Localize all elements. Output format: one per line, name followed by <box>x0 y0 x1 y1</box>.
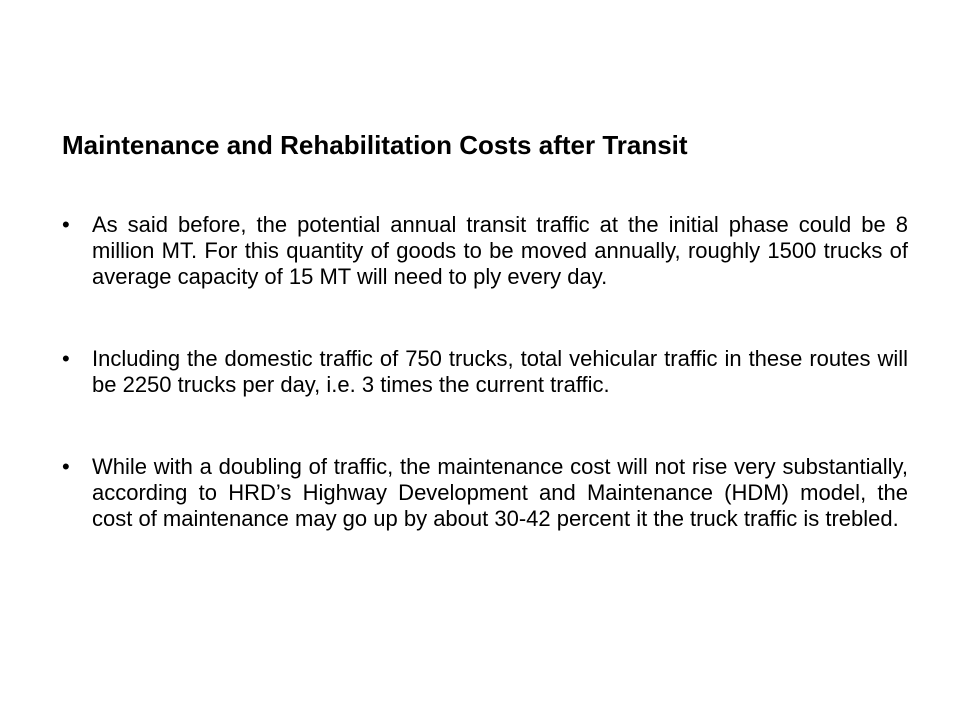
bullet-item <box>62 212 908 290</box>
bullet-text: As said before, the potential annual transit traffic at the initial phase could be 8 million MT. For this quantity of goods to be moved annually, roughly 1500 trucks of average capacity of 15 MT will need to ply every day. <box>92 212 908 289</box>
bullet-text: Including the domestic traffic of 750 trucks, total vehicular traffic in these routes will be 2250 trucks per day, i.e. 3 times the current traffic. <box>92 346 908 397</box>
bullet-marker: • <box>62 212 70 237</box>
bullet-marker: • <box>62 346 70 371</box>
bullet-item <box>62 346 908 398</box>
bullet-marker: • <box>62 454 70 479</box>
bullet-text: While with a doubling of traffic, the maintenance cost will not rise very substantially, according to HRD’s Highway Development and Maintenance (HDM) model, the cost of maintenance may go up by about 30-42 percent it the truck traffic is trebled. <box>92 454 908 531</box>
bullet-list <box>62 212 908 588</box>
slide-title: Maintenance and Rehabilitation Costs after Transit <box>62 130 688 160</box>
bullet-item <box>62 454 908 532</box>
